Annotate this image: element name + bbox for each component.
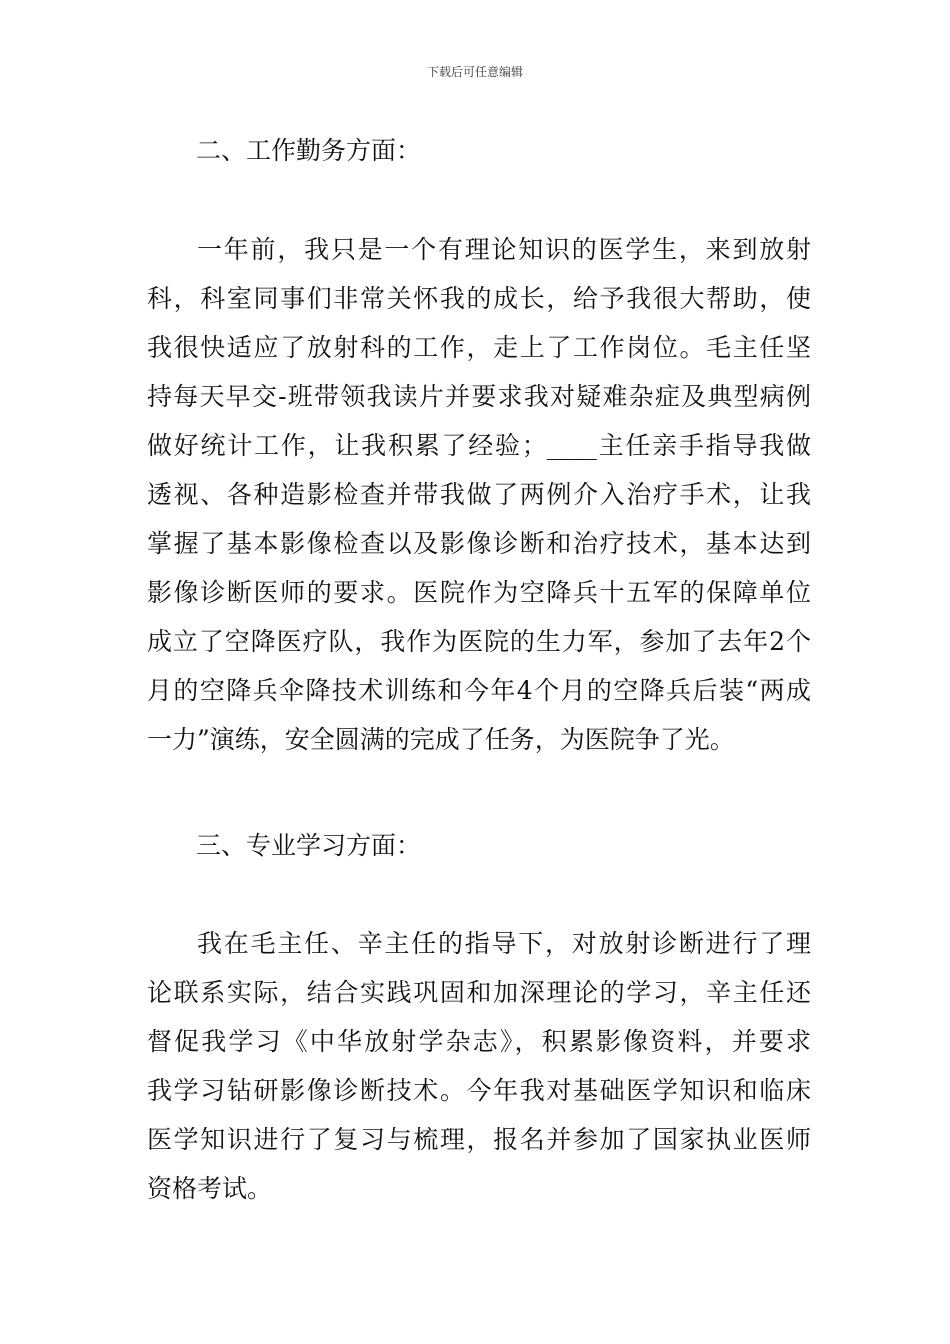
paragraph-line: 资格考试。 (147, 1174, 273, 1203)
paragraph-work (147, 225, 811, 764)
paragraph-line: 做好统计工作，让我积累了经验；____主任亲手指导我做 (147, 431, 811, 460)
paragraph-line: 论联系实际，结合实践巩固和加深理论的学习，辛主任还 (147, 978, 811, 1007)
paragraph-line: 我学习钻研影像诊断技术。今年我对基础医学知识和临床 (147, 1076, 811, 1105)
paragraph-line: 科，科室同事们非常关怀我的成长，给予我很大帮助，使 (147, 284, 811, 313)
paragraph-line: 我很快适应了放射科的工作，走上了工作岗位。毛主任坚 (147, 333, 811, 362)
paragraph-line: 我在毛主任、辛主任的指导下，对放射诊断进行了理 (197, 929, 811, 958)
paragraph-line: 月的空降兵伞降技术训练和今年4个月的空降兵后装“两成 (147, 676, 811, 705)
paragraph-line: 一力”演练，安全圆满的完成了任务，为医院争了光。 (147, 725, 735, 754)
paragraph-line: 影像诊断医师的要求。医院作为空降兵十五军的保障单位 (147, 578, 811, 607)
section-heading-work: 二、工作勤务方面： (196, 136, 422, 165)
paragraph-line: 成立了空降医疗队，我作为医院的生力军，参加了去年2个 (147, 627, 811, 656)
paragraph-line: 掌握了基本影像检查以及影像诊断和治疗技术，基本达到 (147, 529, 811, 558)
paragraph-line: 持每天早交-班带领我读片并要求我对疑难杂症及典型病例 (147, 382, 811, 411)
paragraph-line: 一年前，我只是一个有理论知识的医学生，来到放射 (197, 235, 811, 264)
header-note: 下载后可任意编辑 (426, 65, 523, 79)
section-heading-study: 三、专业学习方面： (196, 831, 422, 860)
paragraph-line: 透视、各种造影检查并带我做了两例介入治疗手术，让我 (147, 480, 811, 509)
paragraph-line: 医学知识进行了复习与梳理，报名并参加了国家执业医师 (147, 1125, 811, 1154)
paragraph-study (147, 919, 811, 1213)
paragraph-line: 督促我学习《中华放射学杂志》，积累影像资料，并要求 (147, 1027, 811, 1056)
